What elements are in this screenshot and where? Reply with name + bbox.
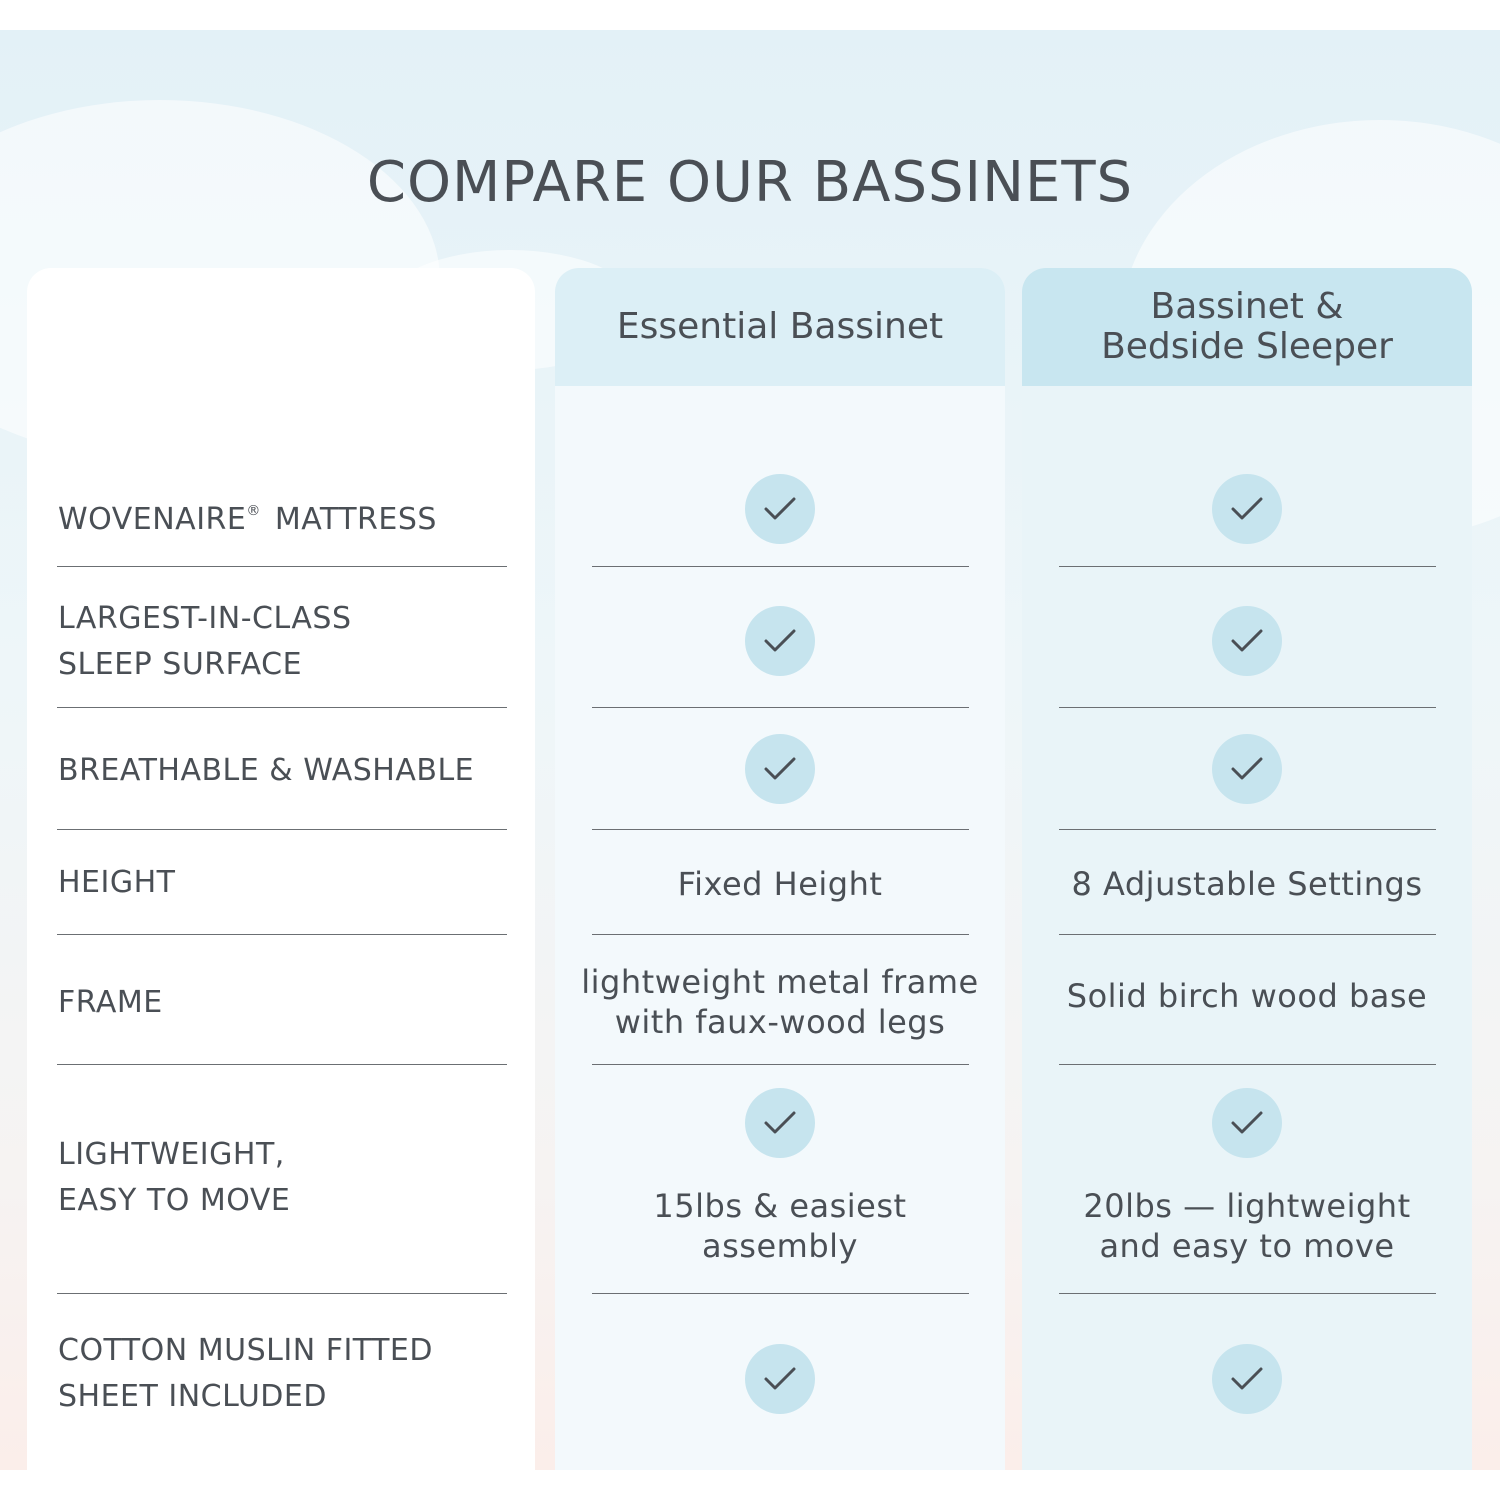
column-header-sleeper: Bassinet & Bedside Sleeper — [1022, 268, 1472, 386]
row-label-height: HEIGHT — [58, 865, 176, 900]
row-divider — [592, 566, 969, 567]
row-divider — [57, 566, 507, 567]
check-icon — [745, 1344, 815, 1414]
row-label-breathable: BREATHABLE & WASHABLE — [58, 753, 475, 788]
height-value: 8 Adjustable Settings — [1071, 865, 1423, 903]
row-divider — [1059, 566, 1436, 567]
row-divider — [57, 934, 507, 935]
row-divider — [57, 707, 507, 708]
row-divider — [592, 829, 969, 830]
frame-value: Solid birch wood base — [1066, 977, 1428, 1015]
row-divider — [57, 1064, 507, 1065]
row-divider — [1059, 1064, 1436, 1065]
row-divider — [57, 1293, 507, 1294]
row-divider — [57, 829, 507, 830]
bedside-sleeper-column — [1022, 268, 1472, 1470]
row-label-mattress: WOVENAIRE® MATTRESS — [58, 502, 437, 537]
check-icon — [1212, 1344, 1282, 1414]
row-divider — [1059, 934, 1436, 935]
row-label-lightweight: LIGHTWEIGHT, EASY TO MOVE — [58, 1137, 291, 1218]
check-icon — [745, 1088, 815, 1158]
row-divider — [1059, 707, 1436, 708]
page-title: COMPARE OUR BASSINETS — [366, 150, 1134, 215]
row-divider — [592, 707, 969, 708]
check-icon — [1212, 606, 1282, 676]
check-icon — [745, 474, 815, 544]
row-divider — [1059, 1293, 1436, 1294]
weight-value: 20lbs — lightweight and easy to move — [1083, 1187, 1411, 1265]
column-header-essential: Essential Bassinet — [555, 268, 1005, 386]
row-divider — [1059, 829, 1436, 830]
check-icon — [745, 734, 815, 804]
row-divider — [592, 1064, 969, 1065]
height-value: Fixed Height — [677, 865, 883, 903]
check-icon — [745, 606, 815, 676]
check-icon — [1212, 1088, 1282, 1158]
check-icon — [1212, 474, 1282, 544]
check-icon — [1212, 734, 1282, 804]
frame-value: lightweight metal frame with faux-wood legs — [581, 963, 979, 1041]
weight-value: 15lbs & easiest assembly — [653, 1187, 907, 1265]
row-divider — [592, 934, 969, 935]
essential-bassinet-column — [555, 268, 1005, 1470]
row-label-frame: FRAME — [58, 985, 163, 1020]
row-divider — [592, 1293, 969, 1294]
row-label-sleep-surface: LARGEST-IN-CLASS SLEEP SURFACE — [58, 601, 352, 682]
feature-labels-column — [27, 268, 535, 1470]
row-label-sheet: COTTON MUSLIN FITTED SHEET INCLUDED — [58, 1333, 433, 1414]
